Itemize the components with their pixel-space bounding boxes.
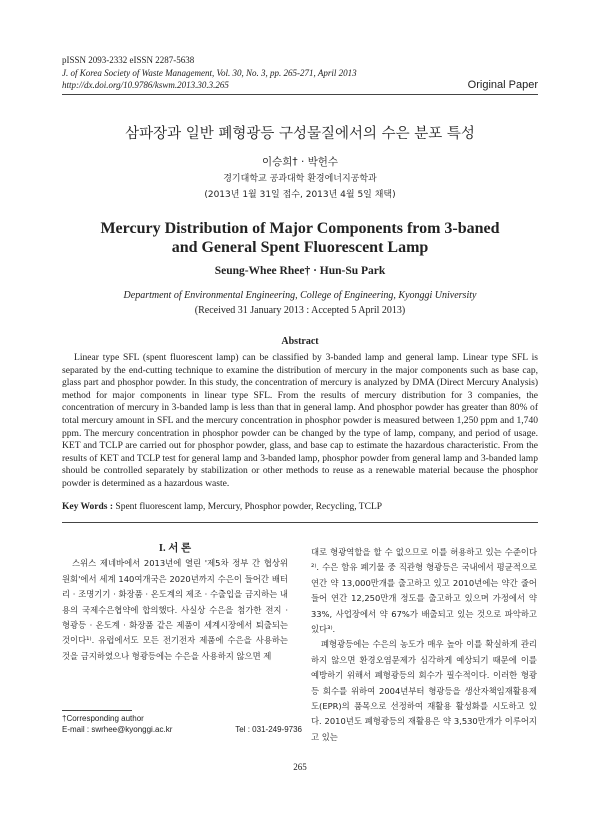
body-column-left	[62, 541, 288, 664]
footnote	[62, 713, 302, 735]
korean-authors: 이승희† · 박헌수	[261, 156, 339, 168]
author-phone: Tel : 031-249-9736	[235, 725, 302, 734]
corresponding-author: †Corresponding author	[62, 714, 144, 723]
paragraph: 스위스 제네바에서 2013년에 열린 '제5차 정부 간 협상위원회'에서 세계 140여개국은 2020년까지 수은이 들어간 배터리 · 조명기기 · 화장품 · 온도계의 제조 · 수출입을 금지하는 내용의 국제수은협약에 합의했다. 사실상 수은을 첨가한 전지 · 형광등 · 온도계 · 화장품 같은 제품이 세계시장에서 퇴출되는 것이다¹⁾. 유럽에서도 모든 전기전자 제품에 수은을 사용하는 것을 금지하였으나 형광등에는 수은을 사용하지 않으면 제	[62, 558, 288, 661]
korean-dates: (2013년 1월 31일 접수, 2013년 4월 5일 채택)	[204, 190, 396, 200]
korean-title: 삼파장과 일반 폐형광등 구성물질에서의 수은 분포 특성	[125, 126, 475, 142]
english-title-line2: and General Spent Fluorescent Lamp	[171, 239, 429, 256]
section-heading: I. 서 론	[158, 543, 192, 554]
keywords-label: Key Words :	[62, 502, 114, 512]
korean-affiliation: 경기대학교 공과대학 환경에너지공학과	[223, 174, 377, 184]
paragraph: 대로 형광역할을 할 수 없으므로 이를 허용하고 있는 수준이다²⁾. 수은 함유 폐기물 중 직관형 형광등은 국내에서 평균적으로 연간 약 13,000만개를 출고하고 있고 2010년에는 약간 줄어들어 연간 12,250만개 정도를 출고하고 있으며 가정에서 약 33%, 사업장에서 약 67%가 배출되고 있는 것으로 파악하고 있다³⁾.	[311, 547, 537, 635]
keywords-text: Spent fluorescent lamp, Mercury, Phosphor powder, Recycling, TCLP	[115, 502, 383, 512]
author-email[interactable]: E-mail : swrhee@kyonggi.ac.kr	[62, 725, 173, 734]
journal-citation: J. of Korea Society of Waste Management, Vol. 30, No. 3, pp. 265-271, April 2013	[62, 67, 357, 78]
page-number: 265	[293, 762, 307, 772]
abstract-text: Linear type SFL (spent fluorescent lamp) can be classified by 3-banded lamp and general lamp. Linear type SFL is separated by the end-cutting technique to examine the distribution of mercury in the major components such as base cap, glass part and phosphor powder. In this study, the concentration of mercury is analyzed by DMA (Direct Mercury Analysis) method for major components in linear type SFL. From the results of mercury distribution for 3 companies, the concentration of mercury in 3-banded lamp is less than that in general lamp. And phosphor powder has greater than 80% of total mercury amount in SFL and the mercury concentration in phosphor powder is measured between 1,250 ppm and 1,740 ppm. The mercury concentration in phosphor powder can be changed by the type of lamp, company, and period of usage. KET and TCLP are carried out for phosphor powder, glass, and base cap to estimate the hazardous characteristic. From the results of KET and TCLP test for general lamp and 3-banded lamp, phosphor powder from general lamp and 3-banded lamp should be controlled separately by stabilization or other methods to reuse as a renewable material because the phosphor powder is determined as a hazardous waste.	[62, 352, 538, 489]
doi-link[interactable]: http://dx.doi.org/10.9786/kswm.2013.30.3.265	[62, 80, 229, 90]
english-authors: Seung-Whee Rhee† · Hun-Su Park	[214, 265, 386, 277]
paragraph: 폐형광등에는 수은의 농도가 매우 높아 이를 확실하게 관리하지 않으면 환경오염문제가 심각하게 예상되기 때문에 이를 예방하기 위해서 폐형광등의 회수가 필수적이다. 이러한 형광등 회수를 위하여 2004년부터 형광등을 생산자책임재활용제도(EPR)의 품목으로 선정하여 재활용 활성화를 시도하고 있다. 2010년도 폐형광등의 재활용은 약 3,530만개가 이루어지고 있는	[311, 639, 537, 742]
english-title	[62, 219, 538, 257]
english-dates: (Received 31 January 2013 : Accepted 5 April 2013)	[194, 305, 406, 316]
header-divider	[62, 94, 538, 95]
abstract-heading: Abstract	[281, 336, 319, 347]
issn-line: pISSN 2093-2332 eISSN 2287-5638	[62, 55, 195, 65]
body-column-right	[311, 545, 537, 745]
journal-header	[62, 54, 357, 92]
keywords-divider	[62, 522, 538, 523]
article-type: Original Paper	[467, 79, 538, 91]
keywords	[62, 502, 538, 512]
footnote-divider	[62, 710, 132, 711]
english-affiliation: Department of Environmental Engineering, College of Engineering, Kyonggi University	[123, 290, 477, 301]
english-title-line1: Mercury Distribution of Major Components from 3-baned	[100, 220, 500, 237]
